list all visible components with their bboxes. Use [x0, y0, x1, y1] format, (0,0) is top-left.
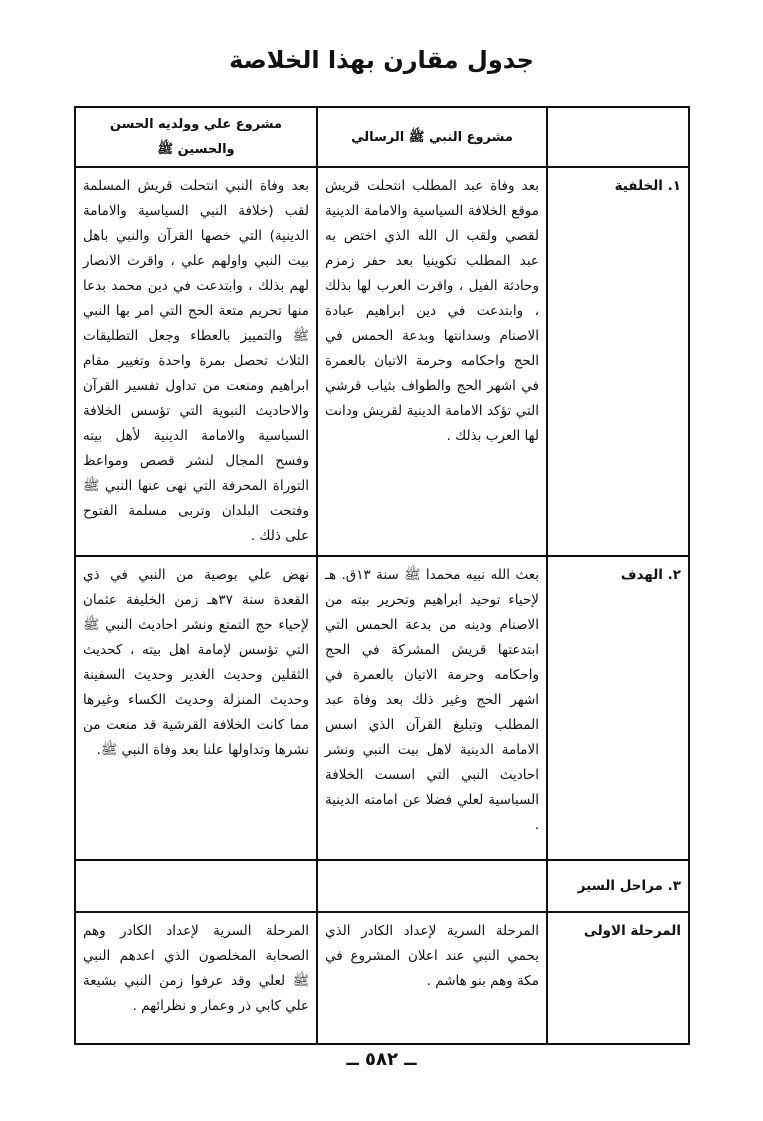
page-title: جدول مقارن بهذا الخلاصة [229, 46, 534, 74]
row-label-stages: ٣. مراحل السير [547, 860, 689, 912]
table-row [75, 860, 689, 912]
row-label-first-stage: المرحلة الاولى [547, 912, 689, 1044]
table-row [75, 912, 689, 1044]
header-label-cell [547, 107, 689, 167]
cell-ali-stages [75, 860, 317, 912]
header-ali-project: مشروع علي وولديه الحسن والحسين ﷺ [75, 107, 317, 167]
cell-ali-goal: نهض علي بوصية من النبي في ذي القعدة سنة ٣٧هـ زمن الخليفة عثمان لإحياء حج التمتع ونشر احاديث النبي ﷺ التي تؤسس لإمامة اهل بيته ، كحديث الثقلين وحديث الغدير وحديث السفينة وحديث المنزلة وحديث الكساء وغيرها مما كانت الخلافة القرشية قد منعت من نشرها وتداولها علنا بعد وفاة النبي ﷺ. [75, 556, 317, 860]
page-number: ــ ٥٨٢ ــ [346, 1049, 417, 1070]
header-prophet-project: مشروع النبي ﷺ الرسالي [317, 107, 547, 167]
cell-prophet-stages [317, 860, 547, 912]
cell-prophet-background: بعد وفاة عبد المطلب انتحلت قريش موقع الخلافة السياسية والامامة الدينية لقصي ولقب ال الله الذي اختص به عبد المطلب تكوينيا بعد حفر زمزم وحادثة الفيل ، واقرت العرب لها بذلك ، وابتدعت في دين ابراهيم عبادة الاصنام وسدانتها وبدعة الحمس في الحج واحكامه وحرمة الاتيان بالعمرة في اشهر الحج والطواف بثياب قرشي التي تؤكد الامامة الدينية لقريش ودانت لها العرب بذلك . [317, 167, 547, 556]
table-row [75, 556, 689, 860]
cell-prophet-first-stage: المرحلة السرية لإعداد الكادر الذي يحمي النبي عند اعلان المشروع في مكة وهم بنو هاشم . [317, 912, 547, 1044]
row-label-goal: ٢. الهدف [547, 556, 689, 860]
row-label-background: ١. الخلفية [547, 167, 689, 556]
comparison-table [74, 106, 690, 1045]
cell-ali-background: بعد وفاة النبي انتحلت قريش المسلمة لقب (خلافة النبي السياسية والامامة الدينية) التي خصها القرآن والنبي باهل بيت النبي واولهم علي ، واقرت الانصار لهم بذلك ، وابتدعت في دين محمد بدعا منها تحريم متعة الحج التي امر بها النبي ﷺ والتمييز بالعطاء وجعل التطليقات الثلاث تحصل بمرة واحدة وتغيير مقام ابراهيم ومنعت من تداول تفسير القرآن والاحاديث النبوية التي تؤسس الخلافة السياسية والامامة الدينية لأهل بيته وفسح المجال لنشر قصص ومواعظ التوراة المحرفة التي نهى عنها النبي ﷺ وفتحت البلدان وتربى مسلمة الفتوح على ذلك . [75, 167, 317, 556]
table-header-row [75, 107, 689, 167]
cell-prophet-goal: بعث الله نبيه محمدا ﷺ سنة ١٣ق. هـ لإحياء توحيد ابراهيم وتحرير بيته من الاصنام ودينه من بدعة الحمس التي ابتدعتها قريش المشركة في الحج واحكامه وحرمة الاتيان بالعمرة في اشهر الحج وغير ذلك بعد وفاة عبد المطلب وتبليغ القرآن الذي اسس الامامة الدينية لاهل بيت النبي ونشر احاديث النبي التي اسست الخلافة السياسية لعلي فضلا عن امامته الدينية . [317, 556, 547, 860]
table-row [75, 167, 689, 556]
cell-ali-first-stage: المرحلة السرية لإعداد الكادر وهم الصحابة المخلصون الذي اعدهم النبي ﷺ لعلي وقد عرفوا زمن النبي بشيعة علي كابي ذر وعمار و نظرائهم . [75, 912, 317, 1044]
